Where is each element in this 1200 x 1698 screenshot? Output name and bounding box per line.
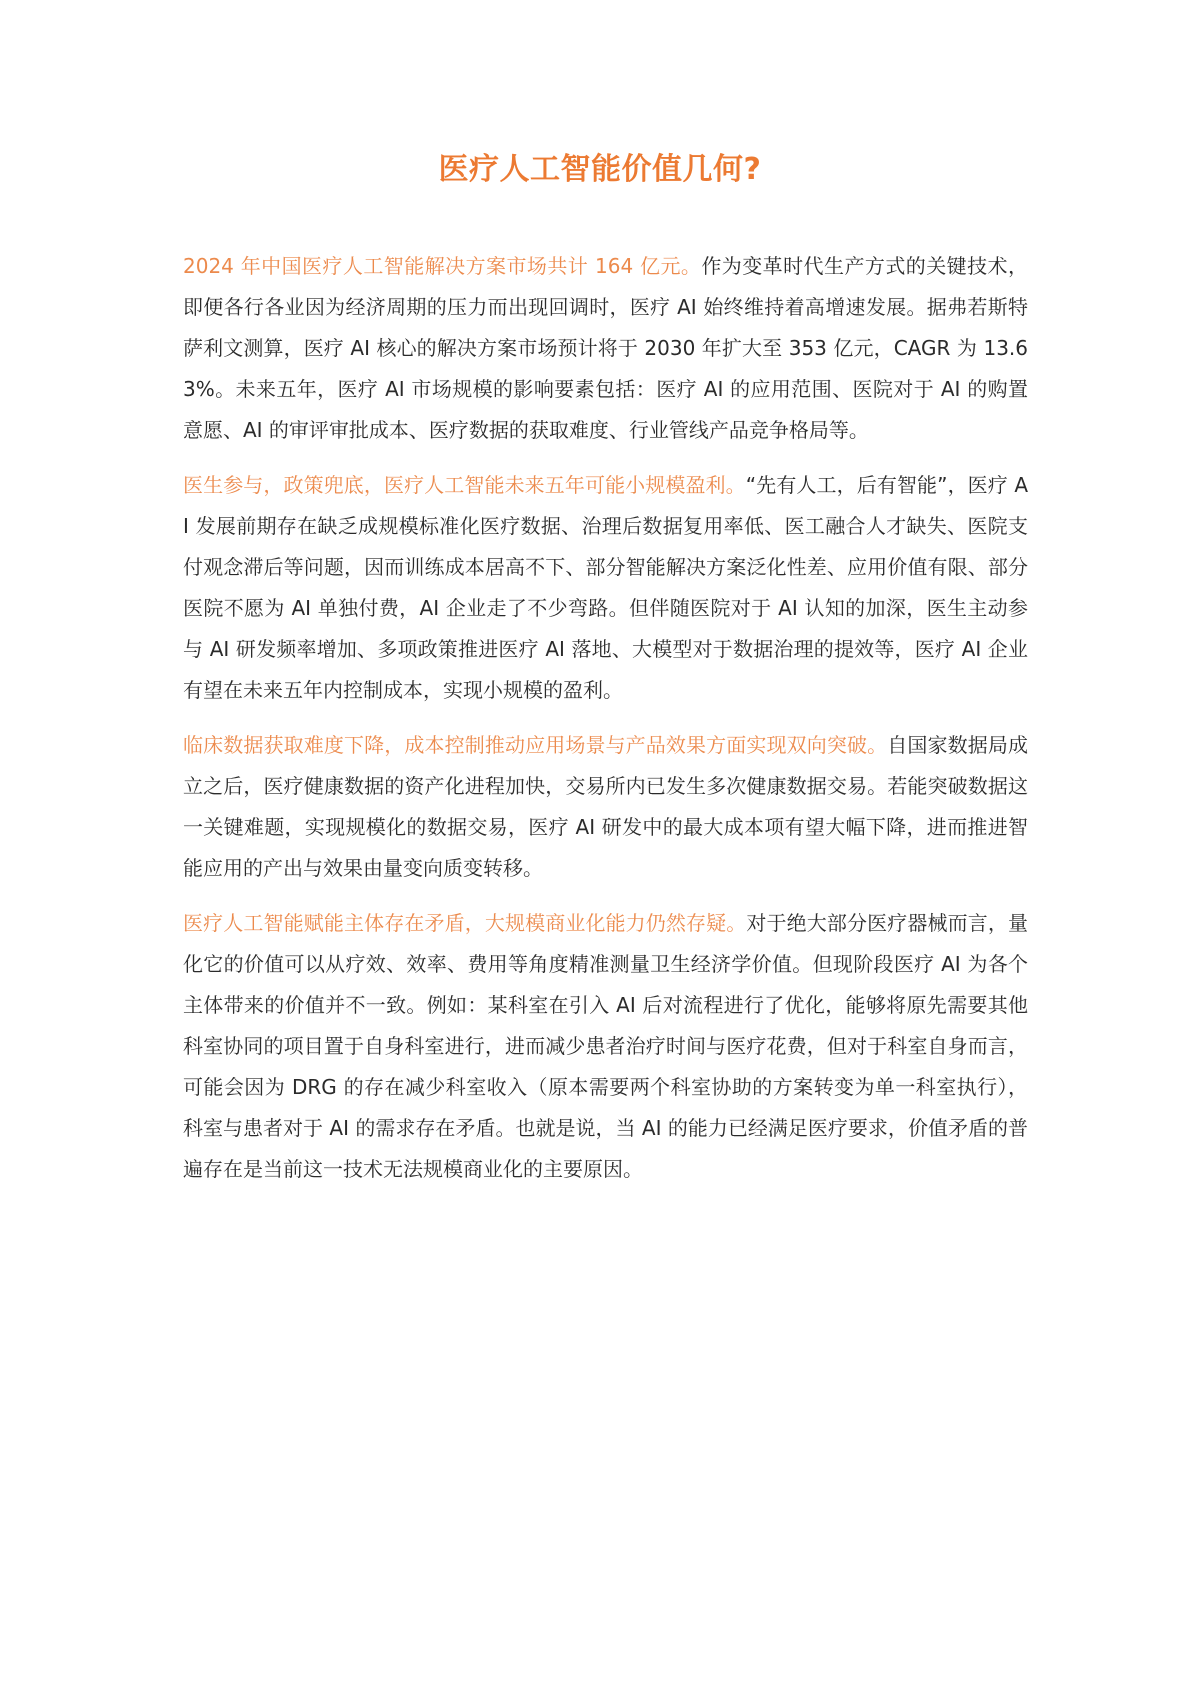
- paragraph-body-text: 自国家数据局成立之后，医疗健康数据的资产化进程加快，交易所内已发生多次健康数据交易。若能突破数据这一关键难题，实现规模化的数据交易，医疗 AI 研发中的最大成本项有望大幅下降，进而推进智能应用的产出与效果由量变向质变转移。: [183, 733, 1029, 880]
- paragraph-lead-highlight: 2024 年中国医疗人工智能解决方案市场共计 164 亿元。: [183, 254, 702, 278]
- paragraph-market-size: [183, 246, 1028, 451]
- paragraph-body-text: “先有人工，后有智能”，医疗 AI 发展前期存在缺乏成规模标准化医疗数据、治理后数据复用率低、医工融合人才缺失、医院支付观念滞后等问题，因而训练成本居高不下、部分智能解决方案泛化性差、应用价值有限、部分医院不愿为 AI 单独付费，AI 企业走了不少弯路。但伴随医院对于 AI 认知的加深，医生主动参与 AI 研发频率增加、多项政策推进医疗 AI 落地、大模型对于数据治理的提效等，医疗 AI 企业有望在未来五年内控制成本，实现小规模的盈利。: [183, 473, 1029, 702]
- paragraph-lead-highlight: 医生参与，政策兜底，医疗人工智能未来五年可能小规模盈利。: [183, 473, 746, 497]
- paragraph-clinical-data: [183, 725, 1028, 889]
- article-body: [183, 246, 1028, 1204]
- page-title: 医疗人工智能价值几何?: [438, 152, 762, 187]
- paragraph-lead-highlight: 医疗人工智能赋能主体存在矛盾，大规模商业化能力仍然存疑。: [183, 911, 747, 935]
- paragraph-commercialization: [183, 903, 1028, 1190]
- paragraph-body-text: 对于绝大部分医疗器械而言，量化它的价值可以从疗效、效率、费用等角度精准测量卫生经济学价值。但现阶段医疗 AI 为各个主体带来的价值并不一致。例如：某科室在引入 AI 后对流程进行了优化，能够将原先需要其他科室协同的项目置于自身科室进行，进而减少患者治疗时间与医疗花费，但对于科室自身而言，可能会因为 DRG 的存在减少科室收入（原本需要两个科室协助的方案转变为单一科室执行），科室与患者对于 AI 的需求存在矛盾。也就是说，当 AI 的能力已经满足医疗要求，价值矛盾的普遍存在是当前这一技术无法规模商业化的主要原因。: [183, 911, 1029, 1181]
- paragraph-lead-highlight: 临床数据获取难度下降，成本控制推动应用场景与产品效果方面实现双向突破。: [183, 733, 888, 757]
- paragraph-body-text: 作为变革时代生产方式的关键技术，即便各行各业因为经济周期的压力而出现回调时，医疗 AI 始终维持着高增速发展。据弗若斯特萨利文测算，医疗 AI 核心的解决方案市场预计将于 2030 年扩大至 353 亿元，CAGR 为 13.63%。未来五年，医疗 AI 市场规模的影响要素包括：医疗 AI 的应用范围、医院对于 AI 的购置意愿、AI 的审评审批成本、医疗数据的获取难度、行业管线产品竞争格局等。: [183, 254, 1028, 442]
- paragraph-profitability: [183, 465, 1028, 711]
